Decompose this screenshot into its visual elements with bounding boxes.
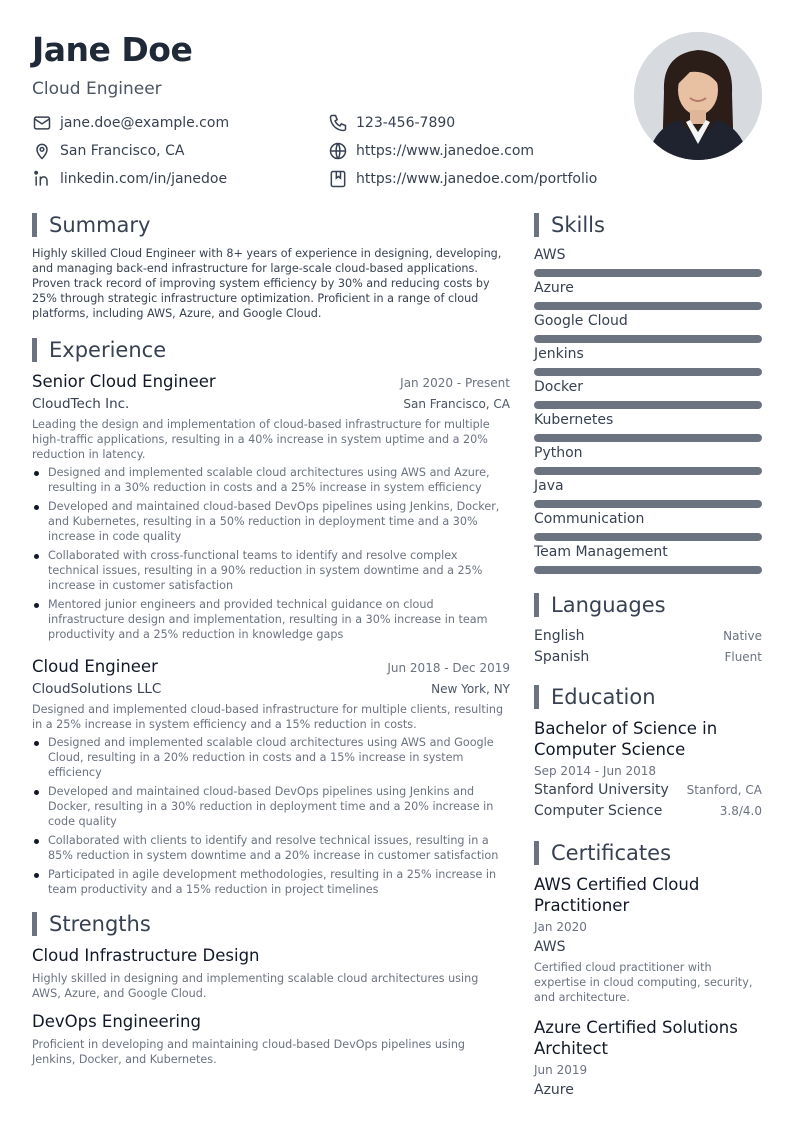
heading-accent-bar [534,841,539,865]
experience-heading [32,337,510,363]
phone-icon [328,113,348,133]
strength-entry [32,1011,510,1067]
contact-website[interactable] [328,140,534,162]
summary-heading-text: Summary [49,213,151,237]
job-bullet [32,735,510,780]
left-column [32,212,510,1077]
skill-level-bar [534,500,762,508]
bullet-dot [34,471,39,476]
skill-name: Google Cloud [534,313,628,329]
heading-accent-bar [534,213,539,237]
skill-item [534,312,762,343]
education-heading [534,684,762,710]
certificate-date: Jan 2020 [534,920,587,934]
skill-level-bar [534,533,762,541]
bookmark-icon [328,169,348,189]
skill-item [534,477,762,508]
job-bullet [32,867,510,897]
email-text: jane.doe@example.com [60,115,230,131]
language-item [534,647,762,668]
job-dates: Jan 2020 - Present [400,376,510,390]
summary-text: Highly skilled Cloud Engineer with 8+ years of experience in designing, developing, and managing back-end infrastructure for large-scale cloud-based applications. Proven track record of improving system efficiency by 30% and reducing costs by 25% through strategic infrastructure optimization. Proficient in a range of cloud platforms, including AWS, Azure, and Google Cloud. [32,247,502,320]
bullet-text: Mentored junior engineers and provided technical guidance on cloud infrastructure design and implementation, resulting in a 30% increase in team productivity and a 25% reduction in knowledge gaps [48,598,488,641]
job-location: San Francisco, CA [403,397,510,411]
school-location: Stanford, CA [686,783,762,797]
degree-title: Bachelor of Science in Computer Science [534,719,718,759]
job-bullet [32,548,510,593]
skill-name: Azure [534,280,574,296]
skill-level-bar [534,401,762,409]
skill-item [534,279,762,310]
skill-item [534,510,762,541]
heading-accent-bar [32,338,37,362]
map-pin-icon [32,141,52,161]
certificate-issuer: AWS [534,939,566,955]
field-of-study: Computer Science [534,803,663,819]
resume-header [32,30,612,100]
skill-level-bar [534,368,762,376]
strength-title: DevOps Engineering [32,1012,201,1031]
certificate-title: Azure Certified Solutions Architect [534,1018,738,1058]
skills-heading [534,212,762,238]
envelope-icon [32,113,52,133]
summary-heading [32,212,510,238]
languages-heading [534,592,762,618]
skill-level-bar [534,434,762,442]
job-bullet [32,784,510,829]
school-name: Stanford University [534,782,669,798]
skill-item [534,378,762,409]
skill-level-bar [534,467,762,475]
skill-name: Kubernetes [534,412,614,428]
languages-heading-text: Languages [551,593,666,617]
language-level: Native [723,629,762,643]
strengths-heading [32,911,510,937]
website-link[interactable]: https://www.janedoe.com [356,143,535,159]
skill-level-bar [534,302,762,310]
skill-item [534,543,762,574]
strengths-heading-text: Strengths [49,912,151,936]
experience-heading-text: Experience [49,338,167,362]
certificate-entry [534,1017,762,1101]
linkedin-icon [32,169,52,189]
contact-linkedin[interactable] [32,168,227,190]
portfolio-link[interactable]: https://www.janedoe.com/portfolio [356,171,598,187]
certificate-date: Jun 2019 [534,1063,588,1077]
strength-description: Proficient in developing and maintaining cloud-based DevOps pipelines using Jenkins, Docker, and Kubernetes. [32,1038,466,1066]
candidate-title: Cloud Engineer [32,79,162,99]
globe-icon [328,141,348,161]
candidate-name: Jane Doe [32,30,193,69]
skills-heading-text: Skills [551,213,605,237]
bullet-text: Developed and maintained cloud-based DevOps pipelines using Jenkins, Docker, and Kubernetes, resulting in a 50% reduction in deployment time and a 30% increase in code quality [48,500,500,543]
skill-item [534,444,762,475]
job-bullet [32,833,510,863]
skill-name: Python [534,445,583,461]
bullet-text: Developed and maintained cloud-based DevOps pipelines using Jenkins and Docker, resulting in a 30% reduction in deployment time and a 20% increase in code quality [48,785,494,828]
job-description: Leading the design and implementation of cloud-based infrastructure for multiple high-traffic applications, resulting in a 40% increase in system uptime and a 20% reduction in latency. [32,418,490,461]
language-level: Fluent [724,650,762,664]
phone-text: 123-456-7890 [356,115,456,131]
company-name: CloudSolutions LLC [32,681,162,697]
strength-description: Highly skilled in designing and implementing scalable cloud architectures using AWS, Azure, and Google Cloud. [32,972,479,1000]
right-column [534,212,762,1113]
gpa: 3.8/4.0 [719,804,762,818]
skills-list [534,246,762,574]
skill-name: Docker [534,379,584,395]
bullet-dot [34,839,39,844]
location-text: San Francisco, CA [60,143,185,159]
bullet-text: Collaborated with cross-functional teams to identify and resolve complex technical issues, resulting in a 90% reduction in system downtime and a 25% increase in customer satisfaction [48,549,483,592]
education-entry [534,718,762,822]
bullet-text: Participated in agile development methodologies, resulting in a 25% increase in team productivity and a 15% reduction in project timelines [48,868,497,896]
language-name: Spanish [534,649,590,665]
job-bullets [32,465,510,642]
job-bullets [32,735,510,897]
skill-level-bar [534,335,762,343]
profile-photo [634,32,762,160]
strength-title: Cloud Infrastructure Design [32,946,260,965]
heading-accent-bar [32,912,37,936]
bullet-dot [34,873,39,878]
certificate-entry [534,874,762,1005]
experience-entry [32,371,510,642]
linkedin-link[interactable]: linkedin.com/in/janedoe [60,171,228,187]
bullet-text: Collaborated with clients to identify and resolve technical issues, resulting in a 85% reduction in system downtime and a 20% increase in customer satisfaction [48,834,499,862]
bullet-dot [34,741,39,746]
job-dates: Jun 2018 - Dec 2019 [387,661,510,675]
heading-accent-bar [534,593,539,617]
bullet-text: Designed and implemented scalable cloud architectures using AWS and Google Cloud, resulting in a 20% reduction in costs and a 15% increase in system efficiency [48,736,494,779]
skill-item [534,345,762,376]
contact-location [32,140,184,162]
heading-accent-bar [534,685,539,709]
job-bullet [32,499,510,544]
job-bullet [32,597,510,642]
experience-entry [32,656,510,897]
strength-entry [32,945,510,1001]
language-name: English [534,628,585,644]
company-name: CloudTech Inc. [32,396,130,412]
skill-name: AWS [534,247,566,263]
skill-item [534,246,762,277]
certificate-issuer: Azure [534,1082,574,1098]
skill-name: Team Management [534,544,668,560]
bullet-dot [34,554,39,559]
skill-name: Jenkins [534,346,584,362]
certificates-heading [534,840,762,866]
skill-level-bar [534,269,762,277]
certificate-title: AWS Certified Cloud Practitioner [534,875,700,915]
contact-email[interactable] [32,112,229,134]
job-title: Senior Cloud Engineer [32,372,216,391]
skill-level-bar [534,566,762,574]
education-dates: Sep 2014 - Jun 2018 [534,764,657,778]
language-item [534,626,762,647]
bullet-dot [34,603,39,608]
skill-name: Communication [534,511,645,527]
job-bullet [32,465,510,495]
skill-name: Java [534,478,564,494]
contact-portfolio[interactable] [328,168,597,190]
skill-item [534,411,762,442]
bullet-text: Designed and implemented scalable cloud architectures using AWS and Azure, resulting in a 30% reduction in costs and a 25% increase in system efficiency [48,466,490,494]
certificate-description: Certified cloud practitioner with expertise in cloud computing, security, and architecture. [534,961,753,1004]
contact-phone[interactable] [328,112,455,134]
certificates-heading-text: Certificates [551,841,672,865]
education-heading-text: Education [551,685,656,709]
heading-accent-bar [32,213,37,237]
bullet-dot [34,790,39,795]
job-description: Designed and implemented cloud-based infrastructure for multiple clients, resulting in a 25% increase in system efficiency and a 15% reduction in costs. [32,703,504,731]
bullet-dot [34,505,39,510]
job-title: Cloud Engineer [32,657,158,676]
job-location: New York, NY [431,682,510,696]
